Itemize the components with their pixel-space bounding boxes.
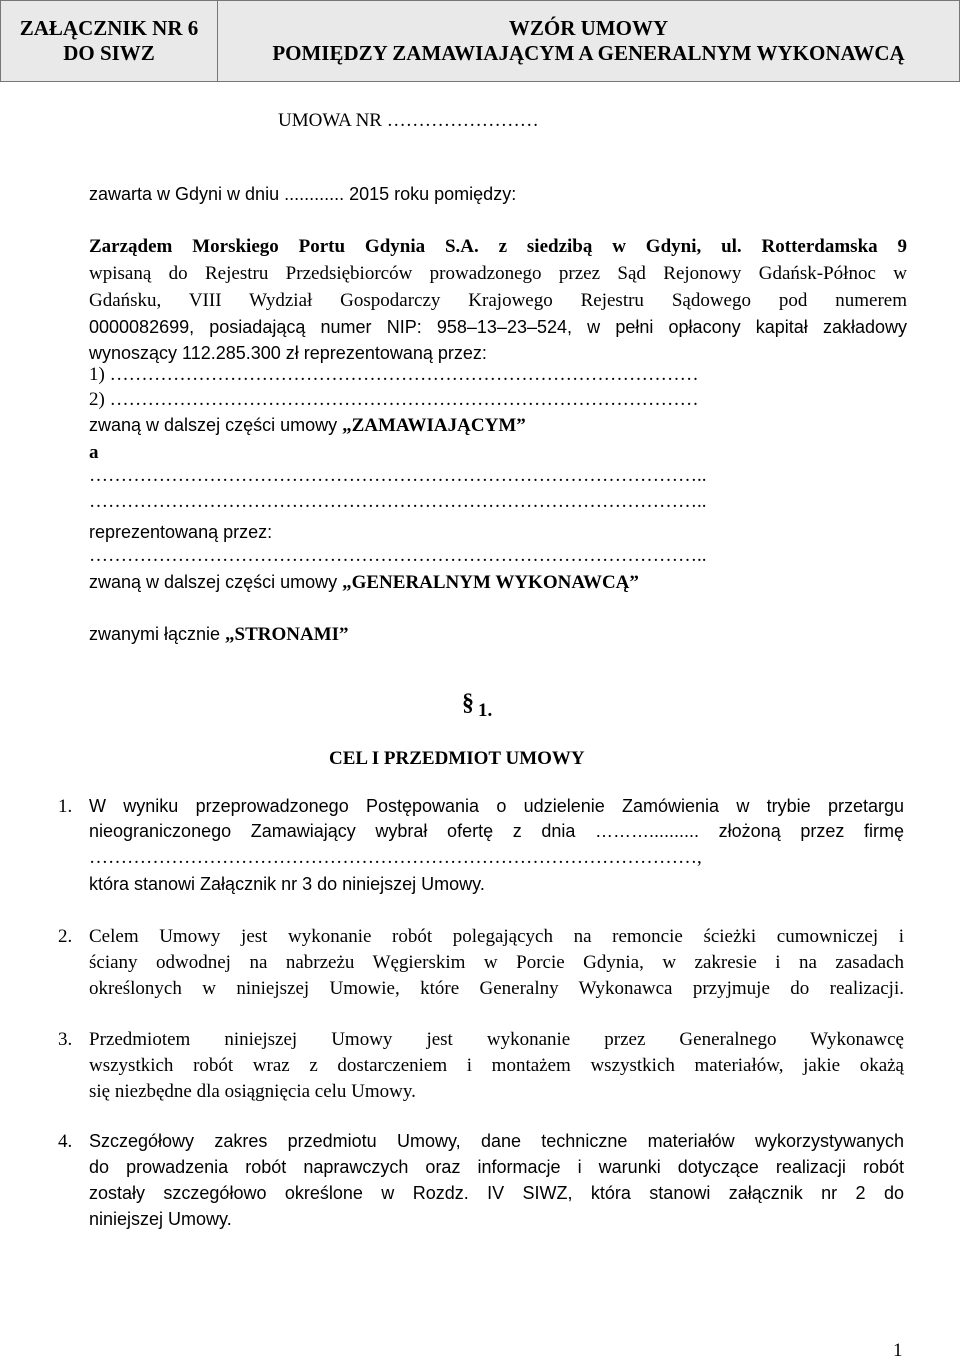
party1-called-name: „ZAMAWIAJĄCYM”: [342, 415, 526, 436]
item-line: Przedmiotem niniejszej Umowy jest wykonanie przez Generalnego Wykonawcę: [89, 1029, 904, 1050]
item-line: wszystkich robót wraz z dostarczeniem i montażem wszystkich materiałów, jakie okażą: [89, 1055, 904, 1076]
item-line: nieograniczonego Zamawiający wybrał ofertę z dnia ……….......... złożoną przez firmę: [89, 821, 904, 841]
party1-representative-1: 1) …………………………………………………………………………………: [89, 364, 699, 385]
item-number: 2.: [58, 926, 73, 947]
party2-called-prefix: zwaną w dalszej części umowy: [89, 572, 343, 592]
parties-jointly-name: „STRONAMI”: [225, 624, 349, 645]
item-line: W wyniku przeprowadzonego Postępowania o udzielenie Zamówienia w trybie przetargu: [89, 796, 904, 816]
item-line: do prowadzenia robót naprawczych oraz informacje i warunki dotyczące realizacji robót: [89, 1157, 904, 1177]
item-line: zostały szczegółowo określone w Rozdz. IV SIWZ, która stanowi załącznik nr 2 do: [89, 1183, 904, 1203]
item-line: ……………………………………………………………………………………,: [89, 847, 702, 868]
document-type-line1: WZÓR UMOWY: [508, 16, 669, 40]
party1-line1: Zarządem Morskiego Portu Gdynia S.A. z siedzibą w Gdyni, ul. Rotterdamska 9: [89, 236, 907, 257]
party1-line5: wynoszący 112.285.300 zł reprezentowaną przez:: [89, 343, 487, 363]
and-connector: a: [89, 442, 99, 463]
concluded-line: zawarta w Gdyni w dniu ............ 2015 roku pomiędzy:: [89, 184, 517, 204]
item-number: 1.: [58, 796, 73, 817]
section-number: 1.: [478, 700, 493, 721]
party2-called: [89, 572, 639, 594]
party1-line4: 0000082699, posiadającą numer NIP: 958–13–23–524, w pełni opłacony kapitał zakładowy: [89, 317, 907, 337]
party2-dots-3: ……………………………………………………………………………………..: [89, 545, 707, 566]
party1-representative-2: 2) …………………………………………………………………………………: [89, 389, 699, 410]
item-line: która stanowi Załącznik nr 3 do niniejszej Umowy.: [89, 874, 485, 894]
party1-called-prefix: zwaną w dalszej części umowy: [89, 415, 343, 435]
document-type-label: [218, 1, 959, 81]
item-line: się niezbędne dla osiągnięcia celu Umowy.: [89, 1081, 416, 1102]
page-number: 1: [893, 1340, 903, 1361]
party1-line3: Gdańsku, VIII Wydział Gospodarczy Krajowego Rejestru Sądowego pod numerem: [89, 290, 907, 311]
item-line: określonych w niniejszej Umowie, które Generalny Wykonawca przyjmuje do realizacji.: [89, 978, 904, 999]
section-symbol: §: [462, 690, 474, 716]
item-line: ściany odwodnej na nabrzeżu Węgierskim w Porcie Gdynia, w zakresie i na zasadach: [89, 952, 904, 973]
party2-represented: reprezentowaną przez:: [89, 522, 273, 542]
party2-called-name: „GENERALNYM WYKONAWCĄ”: [342, 572, 639, 593]
item-line: Celem Umowy jest wykonanie robót polegających na remoncie ścieżki cumowniczej i: [89, 926, 904, 947]
section-heading: CEL I PRZEDMIOT UMOWY: [329, 748, 585, 769]
attachment-label: [1, 1, 218, 81]
parties-jointly-prefix: zwanymi łącznie: [89, 624, 226, 644]
contract-title: UMOWA NR ……………………: [278, 110, 539, 131]
document-type-line2: POMIĘDZY ZAMAWIAJĄCYM A GENERALNYM WYKONAWCĄ: [272, 41, 905, 65]
party1-line2: wpisaną do Rejestru Przedsiębiorców prowadzonego przez Sąd Rejonowy Gdańsk-Północ w: [89, 263, 907, 284]
party2-dots-1: ……………………………………………………………………………………..: [89, 465, 707, 486]
parties-jointly: [89, 624, 349, 646]
attachment-label-line1: ZAŁĄCZNIK NR 6: [19, 16, 199, 40]
item-number: 4.: [58, 1131, 73, 1152]
party2-dots-2: ……………………………………………………………………………………..: [89, 491, 707, 512]
item-line: niniejszej Umowy.: [89, 1209, 232, 1229]
party1-called: [89, 415, 526, 437]
document-header: [0, 0, 960, 82]
item-line: Szczegółowy zakres przedmiotu Umowy, dane techniczne materiałów wykorzystywanych: [89, 1131, 904, 1151]
attachment-label-line2: DO SIWZ: [63, 41, 155, 65]
item-number: 3.: [58, 1029, 73, 1050]
